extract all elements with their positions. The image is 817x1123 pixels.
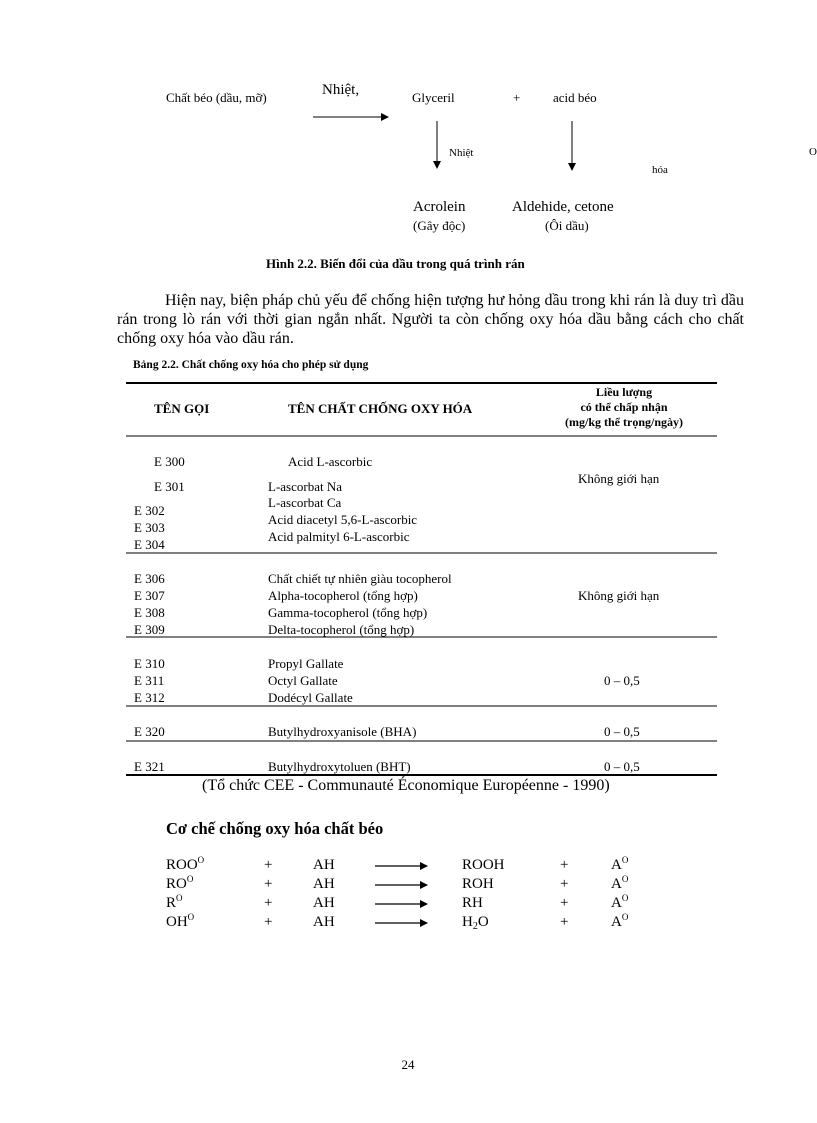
reaction-plus: + <box>264 857 273 873</box>
table-code: E 310 <box>134 656 165 671</box>
table-code: E 302 <box>134 503 165 518</box>
table-antioxidant: Octyl Gallate <box>268 673 338 688</box>
table-antioxidant: Alpha-tocopherol (tổng hợp) <box>268 588 418 603</box>
table-antioxidant: L-ascorbat Na <box>268 479 342 494</box>
table-code: E 306 <box>134 571 165 586</box>
reaction-radical: $A^O$ <box>611 893 629 911</box>
reaction-reagent: AH <box>313 857 335 873</box>
reaction-reactant: $OH^O$ <box>166 912 195 930</box>
reaction-product: ROH <box>462 876 494 892</box>
reaction-reagent: AH <box>313 914 335 930</box>
reaction-radical: $A^O$ <box>611 912 629 930</box>
table-dose: 0 – 0,5 <box>604 759 640 774</box>
table-code: E 311 <box>134 673 165 688</box>
header-dose <box>524 385 724 430</box>
table-antioxidant: Acid diacetyl 5,6-L-ascorbic <box>268 512 418 527</box>
diagram-result-acrolein: Acrolein <box>413 199 466 215</box>
header-antioxidant: TÊN CHẤT CHỐNG OXY HÓA <box>288 401 473 416</box>
reaction-radical: $A^O$ <box>611 855 629 873</box>
body-paragraph: Hiện nay, biện pháp chủ yếu để chống hiện tượng hư hỏng dầu trong khi rán là duy trì dầu rán trong lò rán với thời gian ngắn nhất. Người ta còn chống oxy hóa dầu bằng cách cho chất chống oxy hóa vào dầu rán. <box>117 292 744 347</box>
reaction-plus: + <box>560 857 569 873</box>
table-antioxidant: Acid palmityl 6-L-ascorbic <box>268 529 410 544</box>
reaction-product: ROOH <box>462 857 505 873</box>
table-code: E 307 <box>134 588 165 603</box>
reaction-plus: + <box>264 914 273 930</box>
table-antioxidant: Butylhydroxytoluen (BHT) <box>268 759 411 774</box>
reaction-plus: + <box>560 876 569 892</box>
diagram-plus: + <box>513 90 521 105</box>
page-number: 24 <box>401 1057 415 1072</box>
reaction-plus: + <box>264 895 273 911</box>
table-caption: Bảng 2.2. Chất chống oxy hóa cho phép sử dụng <box>133 359 369 371</box>
header-dose-line3: (mg/kg thể trọng/ngày) <box>565 415 683 429</box>
table-antioxidant: Butylhydroxyanisole (BHA) <box>268 724 417 739</box>
reaction-reactant: $R^O$ <box>166 893 183 911</box>
diagram-result-acrolein-note: (Gây độc) <box>413 218 466 233</box>
reaction-product: $H_2O$ <box>462 914 489 932</box>
table-dose: Không giới hạn <box>578 471 660 486</box>
reaction-plus: + <box>264 876 273 892</box>
diagram-source: Chất béo (dầu, mỡ) <box>166 90 267 105</box>
reaction-plus: + <box>560 895 569 911</box>
diagram-edge-fragment: O <box>809 146 817 158</box>
table-antioxidant: Acid L-ascorbic <box>288 454 373 469</box>
table-code: E 301 <box>154 479 185 494</box>
diagram-result-aldehide: Aldehide, cetone <box>512 199 614 215</box>
header-dose-line2: có thể chấp nhận <box>580 400 668 414</box>
diagram-arrow2-label: hóa <box>652 164 668 176</box>
table-antioxidant: Delta-tocopherol (tổng hợp) <box>268 622 415 637</box>
reaction-reactant: $ROO^O$ <box>166 855 205 873</box>
reaction-plus: + <box>560 914 569 930</box>
table-dose: Không giới hạn <box>578 588 660 603</box>
table-code: E 321 <box>134 759 165 774</box>
table-code: E 320 <box>134 724 165 739</box>
reaction-reactant: $RO^O$ <box>166 874 194 892</box>
reaction-product: RH <box>462 895 483 911</box>
table-code: E 308 <box>134 605 165 620</box>
table-code: E 300 <box>154 454 185 469</box>
reaction-reagent: AH <box>313 895 335 911</box>
diagram-product-glyceril: Glyceril <box>412 90 455 105</box>
table-code: E 304 <box>134 537 165 552</box>
reaction-reagent: AH <box>313 876 335 892</box>
header-name: TÊN GỌI <box>154 401 210 416</box>
section-heading: Cơ chế chống oxy hóa chất béo <box>166 819 384 838</box>
figure-caption: Hình 2.2. Biến đổi của dầu trong quá trình rán <box>266 256 525 271</box>
diagram-arrow-label: Nhiệt, <box>322 82 360 98</box>
diagram-product-acid: acid béo <box>553 90 597 105</box>
diagram-result-aldehide-note: (Ôi dầu) <box>545 218 589 233</box>
diagram-arrow1-label: Nhiệt <box>449 147 474 159</box>
table-antioxidant: Chất chiết tự nhiên giàu tocopherol <box>268 571 452 586</box>
table-code: E 312 <box>134 690 165 705</box>
table-code: E 303 <box>134 520 165 535</box>
header-dose-line1: Liều lượng <box>595 385 653 399</box>
table-antioxidant: Dodécyl Gallate <box>268 690 353 705</box>
table-code: E 309 <box>134 622 165 637</box>
table-dose: 0 – 0,5 <box>604 673 640 688</box>
table-antioxidant: L-ascorbat Ca <box>268 495 342 510</box>
table-dose: 0 – 0,5 <box>604 724 640 739</box>
table-antioxidant: Gamma-tocopherol (tổng hợp) <box>268 605 428 620</box>
table-source: (Tổ chức CEE - Communauté Économique Européenne - 1990) <box>202 777 610 794</box>
reaction-radical: $A^O$ <box>611 874 629 892</box>
table-antioxidant: Propyl Gallate <box>268 656 344 671</box>
